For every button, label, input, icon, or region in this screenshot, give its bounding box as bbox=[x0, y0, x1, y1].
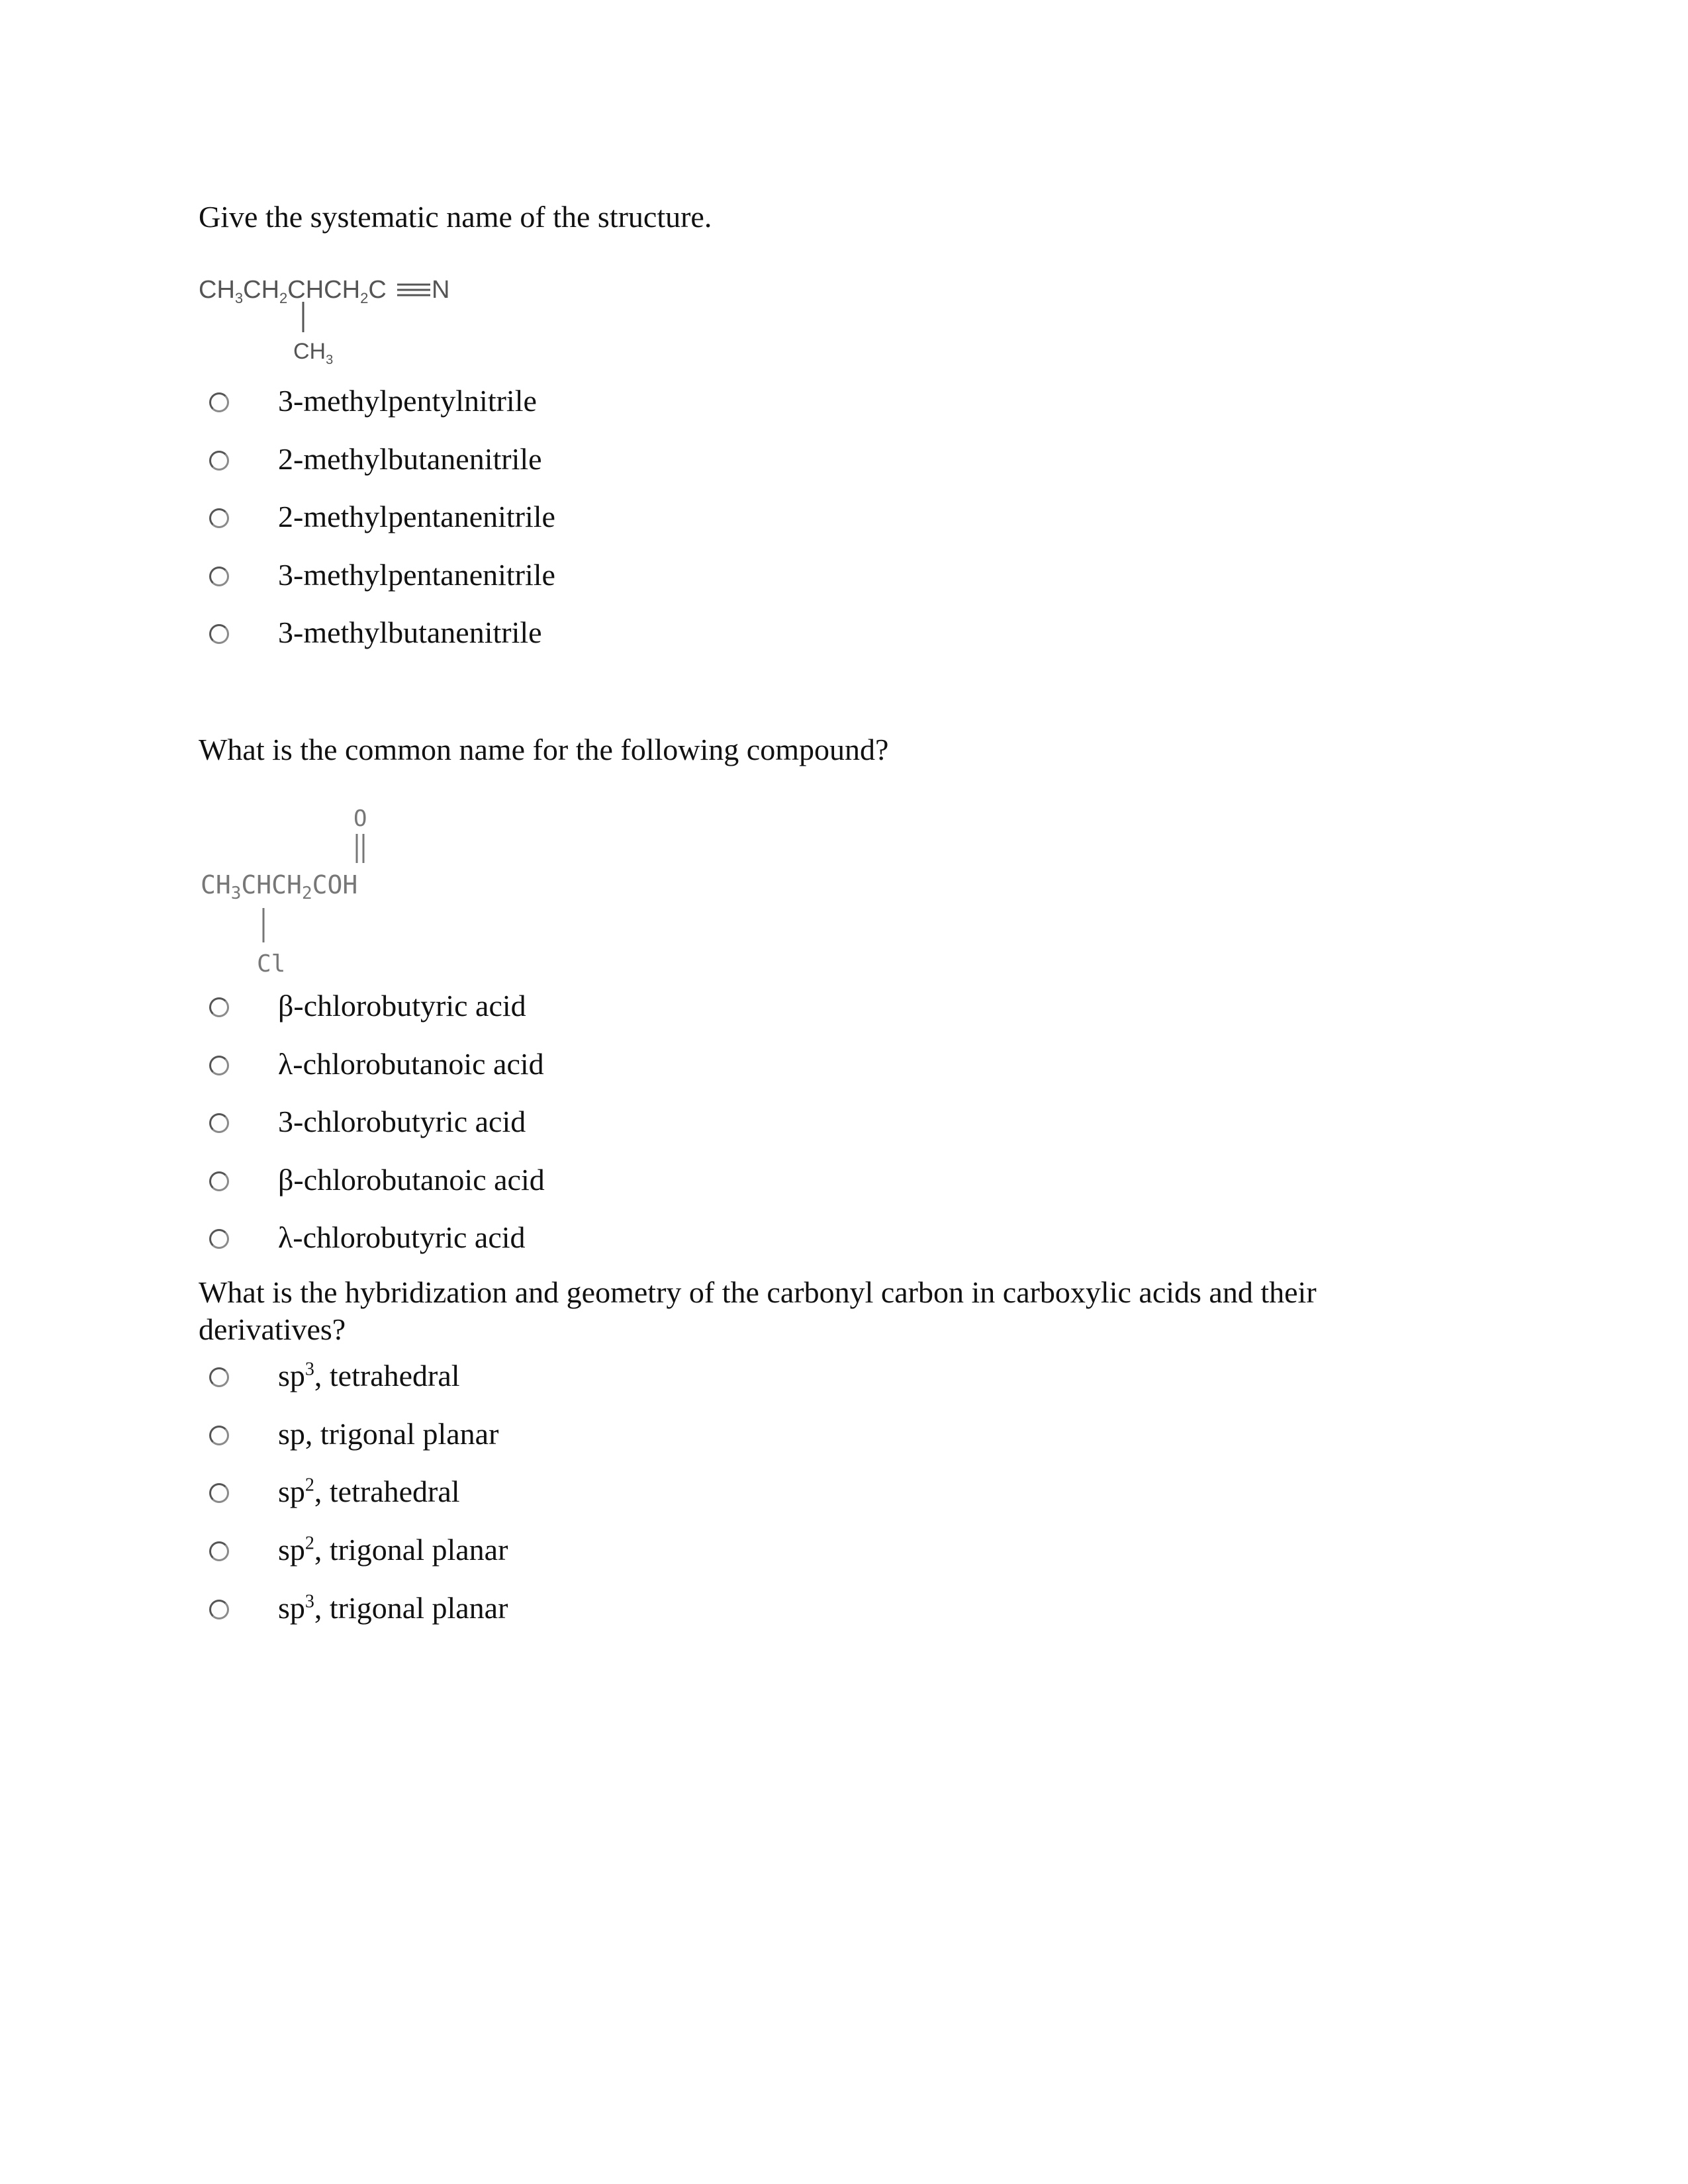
structure-1-main-chain: $CH_3CH_2CHCH_2C$ bbox=[199, 276, 387, 306]
question-3-option-3[interactable] bbox=[199, 1472, 993, 1512]
option-label bbox=[278, 1531, 508, 1569]
radio-button[interactable] bbox=[209, 1600, 229, 1619]
question-1-structure bbox=[199, 271, 490, 371]
structure-2-substituent: Cl bbox=[257, 950, 286, 978]
option-base: sp bbox=[278, 1533, 305, 1567]
radio-button[interactable] bbox=[209, 451, 229, 471]
option-rest: , tetrahedral bbox=[314, 1475, 460, 1508]
question-2-option-1[interactable] bbox=[199, 986, 993, 1026]
radio-button[interactable] bbox=[209, 624, 229, 644]
nitrile-structure-diagram bbox=[199, 271, 490, 371]
question-1-prompt: Give the systematic name of the structure. bbox=[199, 200, 712, 234]
option-rest: , trigonal planar bbox=[314, 1533, 508, 1567]
option-base: sp bbox=[278, 1475, 305, 1508]
radio-button[interactable] bbox=[209, 567, 229, 586]
option-superscript: 2 bbox=[305, 1533, 314, 1554]
question-1-option-3[interactable] bbox=[199, 497, 993, 537]
structure-2-oxygen: O bbox=[353, 805, 367, 832]
radio-button[interactable] bbox=[209, 1229, 229, 1249]
radio-button[interactable] bbox=[209, 1113, 229, 1133]
radio-button[interactable] bbox=[209, 508, 229, 528]
option-rest: , trigonal planar bbox=[305, 1417, 499, 1451]
option-base: sp bbox=[278, 1591, 305, 1625]
option-label: λ-chlorobutyric acid bbox=[278, 1220, 526, 1254]
question-1-option-1[interactable] bbox=[199, 381, 993, 421]
question-2-option-2[interactable] bbox=[199, 1044, 993, 1084]
option-base: sp bbox=[278, 1417, 305, 1451]
option-superscript: 2 bbox=[305, 1475, 314, 1496]
question-2-option-5[interactable] bbox=[199, 1218, 993, 1257]
question-2-structure bbox=[199, 801, 437, 986]
option-superscript: 3 bbox=[305, 1591, 314, 1612]
question-1-option-5[interactable] bbox=[199, 613, 993, 653]
option-label: 3-methylpentanenitrile bbox=[278, 558, 555, 592]
structure-2-main-chain: $CH_3CHCH_2COH$ bbox=[201, 870, 358, 903]
option-label: 3-methylbutanenitrile bbox=[278, 615, 542, 649]
question-3-option-1[interactable] bbox=[199, 1356, 993, 1396]
radio-button[interactable] bbox=[209, 392, 229, 412]
question-3-option-5[interactable] bbox=[199, 1588, 993, 1628]
question-1-option-2[interactable] bbox=[199, 439, 993, 479]
radio-button[interactable] bbox=[209, 1367, 229, 1387]
option-label: λ-chlorobutanoic acid bbox=[278, 1047, 544, 1081]
option-label bbox=[278, 1590, 508, 1627]
structure-1-nitrogen: N bbox=[432, 276, 450, 304]
question-2-option-3[interactable] bbox=[199, 1102, 993, 1142]
radio-button[interactable] bbox=[209, 1171, 229, 1191]
option-label bbox=[278, 1416, 498, 1453]
option-label bbox=[278, 1473, 460, 1510]
option-rest: , trigonal planar bbox=[314, 1591, 508, 1625]
option-base: sp bbox=[278, 1359, 305, 1392]
radio-button[interactable] bbox=[209, 1426, 229, 1445]
option-superscript: 3 bbox=[305, 1359, 314, 1380]
question-1-option-4[interactable] bbox=[199, 555, 993, 595]
structure-1-substituent: $CH_3$ bbox=[293, 339, 334, 367]
radio-button[interactable] bbox=[209, 1056, 229, 1075]
question-3-option-2[interactable] bbox=[199, 1414, 993, 1454]
radio-button[interactable] bbox=[209, 1541, 229, 1561]
option-label: β-chlorobutyric acid bbox=[278, 989, 526, 1023]
option-label: 3-chlorobutyric acid bbox=[278, 1105, 526, 1138]
option-label: β-chlorobutanoic acid bbox=[278, 1163, 545, 1197]
question-2-option-4[interactable] bbox=[199, 1160, 993, 1200]
option-rest: , tetrahedral bbox=[314, 1359, 460, 1392]
option-label: 3-methylpentylnitrile bbox=[278, 384, 537, 418]
acid-structure-diagram bbox=[199, 801, 437, 986]
question-3-prompt: What is the hybridization and geometry of the carbonyl carbon in carboxylic acids and their derivatives? bbox=[199, 1275, 1317, 1346]
question-3-option-4[interactable] bbox=[199, 1530, 993, 1570]
option-label bbox=[278, 1357, 460, 1394]
option-label: 2-methylpentanenitrile bbox=[278, 500, 555, 533]
radio-button[interactable] bbox=[209, 1483, 229, 1503]
radio-button[interactable] bbox=[209, 997, 229, 1017]
option-label: 2-methylbutanenitrile bbox=[278, 442, 542, 476]
question-2-prompt: What is the common name for the following compound? bbox=[199, 733, 889, 766]
